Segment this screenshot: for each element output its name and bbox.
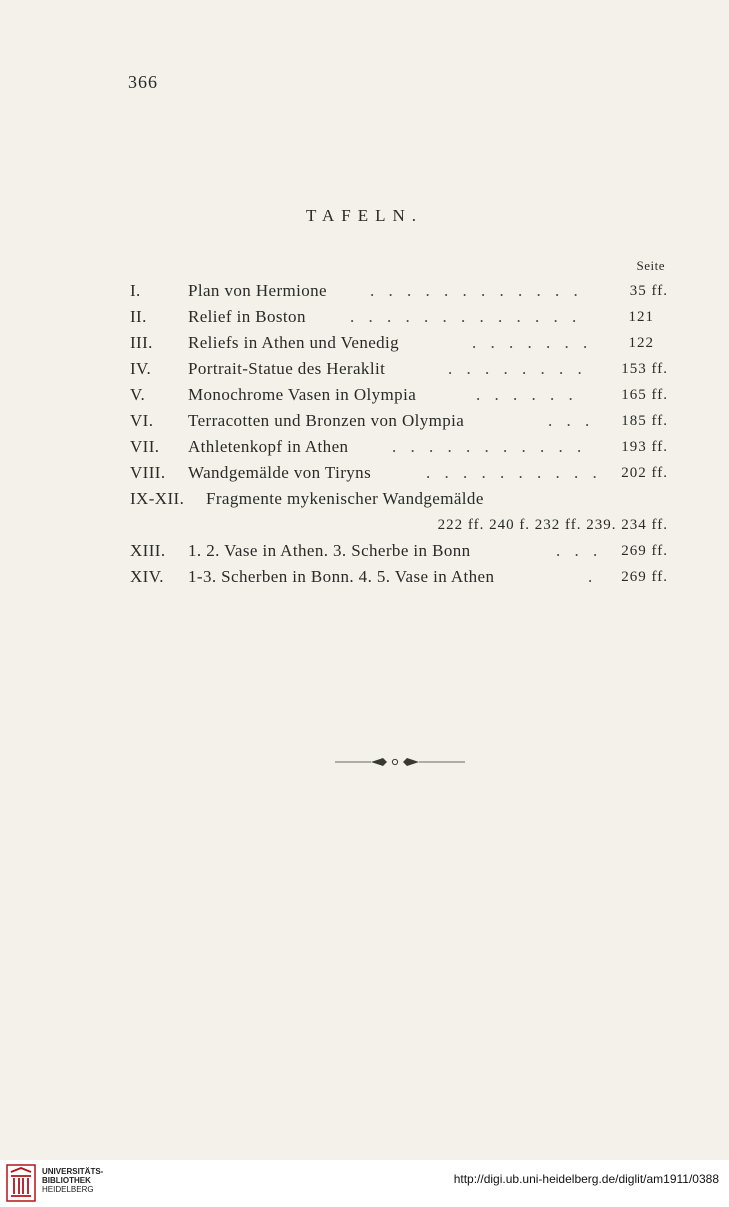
leader-dots: . . . . . . <box>476 385 578 404</box>
library-name-line: BIBLIOTHEK <box>42 1176 91 1185</box>
list-item <box>130 304 668 330</box>
leader-dots: . . . . . . . . . . . . . <box>350 307 582 326</box>
plate-number: IX-XII. <box>130 489 185 508</box>
leader-dots: . . . . . . . . . . . <box>392 437 587 456</box>
library-name <box>42 1167 103 1194</box>
plate-number: IV. <box>130 359 152 378</box>
list-item-continuation <box>130 512 668 538</box>
plate-title: Reliefs in Athen und Venedig <box>188 333 400 352</box>
permalink-url[interactable]: http://digi.ub.uni-heidelberg.de/diglit/am1911/0388 <box>453 1172 719 1186</box>
list-item <box>130 486 668 512</box>
plate-title: Athletenkopf in Athen <box>188 437 349 456</box>
plate-title: Monochrome Vasen in Olympia <box>188 385 417 404</box>
plate-page: 193 ff. <box>621 439 668 455</box>
plate-page: 222 ff. 240 f. 232 ff. 239. 234 ff. <box>437 517 668 533</box>
leader-dots: . . . <box>548 411 595 430</box>
plate-number: XIII. <box>130 541 166 560</box>
viewer-footer <box>0 1160 729 1207</box>
end-ornament-icon <box>335 755 465 769</box>
list-item <box>130 278 668 304</box>
plate-title: Wandgemälde von Tiryns <box>188 463 372 482</box>
list-item <box>130 434 668 460</box>
plate-page: 185 ff. <box>621 413 668 429</box>
column-header-seite: Seite <box>636 258 665 273</box>
plate-page: 165 ff. <box>621 387 668 403</box>
leader-dots: . <box>588 567 598 586</box>
plate-title: Terracotten und Bronzen von Olympia <box>188 411 465 430</box>
plate-number: VII. <box>130 437 160 456</box>
plate-page: 35 ff. <box>629 283 668 299</box>
library-name-line: HEIDELBERG <box>42 1185 94 1194</box>
leader-dots: . . . . . . . . <box>448 359 587 378</box>
list-item <box>130 564 668 590</box>
plate-number: III. <box>130 333 153 352</box>
plate-title: 1. 2. Vase in Athen. 3. Scherbe in Bonn <box>188 541 471 560</box>
plate-title: Plan von Hermione <box>188 281 327 300</box>
plate-number: VIII. <box>130 463 166 482</box>
plate-number: XIV. <box>130 567 164 586</box>
plate-page: 269 ff. <box>621 543 668 559</box>
plate-title: Relief in Boston <box>188 307 306 326</box>
plate-title: 1-3. Scherben in Bonn. 4. 5. Vase in Athen <box>188 567 495 586</box>
list-item <box>130 356 668 382</box>
list-item <box>130 382 668 408</box>
plate-number: V. <box>130 385 146 404</box>
list-item <box>130 460 668 486</box>
plate-page: 122 <box>628 335 654 351</box>
leader-dots: . . . <box>556 541 603 560</box>
list-item <box>130 538 668 564</box>
plate-number: I. <box>130 281 141 300</box>
plate-page: 153 ff. <box>621 361 668 377</box>
leader-dots: . . . . . . . . . . . . <box>370 281 583 300</box>
library-logo-icon <box>6 1164 36 1202</box>
plate-title: Portrait-Statue des Heraklit <box>188 359 386 378</box>
plates-list <box>130 278 668 590</box>
plate-page: 202 ff. <box>621 465 668 481</box>
library-name-line: UNIVERSITÄTS- <box>42 1167 104 1176</box>
leader-dots: . . . . . . . . . . <box>426 463 602 482</box>
plate-page: 269 ff. <box>621 569 668 585</box>
section-heading: TAFELN. <box>305 206 424 225</box>
plate-number: II. <box>130 307 147 326</box>
plate-number: VI. <box>130 411 154 430</box>
leader-dots: . . . . . . . <box>472 333 593 352</box>
plate-page: 121 <box>628 309 654 325</box>
page-number: 366 <box>128 72 158 92</box>
list-item <box>130 330 668 356</box>
list-item <box>130 408 668 434</box>
plate-title: Fragmente mykenischer Wandgemälde <box>206 489 484 508</box>
